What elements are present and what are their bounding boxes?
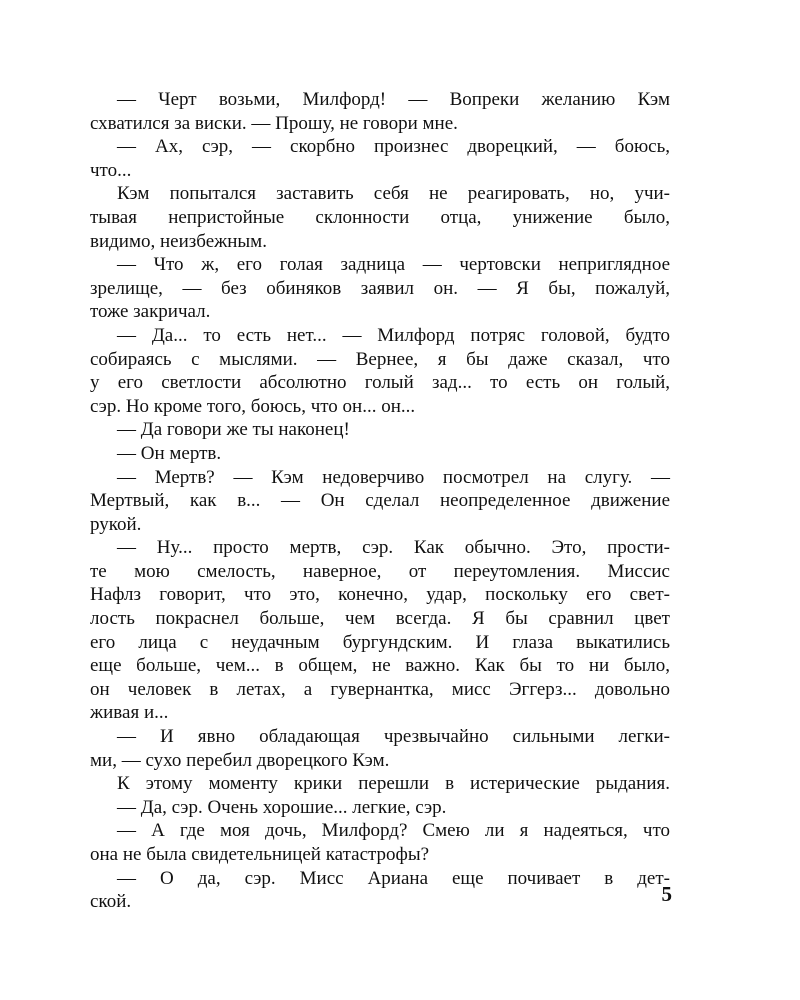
text-line: Нафлз говорит, что это, конечно, удар, поскольку его свет- [90,584,670,606]
text-line: что... [90,159,132,181]
text-line: у его светлости абсолютно голый зад... то есть он голый, [90,372,670,394]
text-line: еще больше, чем... в общем, не важно. Как бы то ни было, [90,655,670,677]
text-line: — Мертв? — Кэм недоверчиво посмотрел на слугу. — [117,466,670,488]
text-line: — Ну... просто мертв, сэр. Как обычно. Это, прости- [117,537,670,559]
text-line: ской. [90,891,132,913]
text-line: — А где моя дочь, Милфорд? Смею ли я надеяться, что [117,820,670,842]
text-line: — И явно обладающая чрезвычайно сильными легки- [117,726,670,748]
text-line: — О да, сэр. Мисс Ариана еще почивает в дет- [117,867,670,889]
text-line: — Да говори же ты наконец! [117,419,350,441]
text-line: — Да... то есть нет... — Милфорд потряс головой, будто [117,324,670,346]
text-line: те мою смелость, наверное, от переутомления. Миссис [90,560,670,582]
text-line: ми, — сухо перебил дворецкого Кэм. [90,749,390,771]
text-line: его лица с неудачным бургундским. И глаза выкатились [90,631,670,653]
text-line: тывая непристойные склонности отца, унижение было, [90,206,670,228]
text-line: лость покраснел больше, чем всегда. Я бы сравнил цвет [90,608,670,630]
text-line: — Да, сэр. Очень хорошие... легкие, сэр. [117,796,447,818]
text-line: сэр. Но кроме того, боюсь, что он... он... [90,395,416,417]
text-line: видимо, неизбежным. [90,230,267,252]
text-line: Мертвый, как в... — Он сделал неопределенное движение [90,490,670,512]
text-line: Кэм попытался заставить себя не реагировать, но, учи- [117,183,670,205]
text-line: рукой. [90,513,142,535]
text-line: тоже закричал. [90,301,211,323]
page-number: 5 [661,882,672,906]
text-line: — Он мертв. [117,442,222,464]
text-line: собираясь с мыслями. — Вернее, я бы даже сказал, что [90,348,670,370]
text-line: — Черт возьми, Милфорд! — Вопреки желанию Кэм [117,89,670,110]
text-line: живая и... [90,702,169,724]
text-line: она не была свидетельницей катастрофы? [90,844,430,865]
text-line: зрелище, — без обиняков заявил он. — Я бы, пожалуй, [90,277,670,299]
text-line: он человек в летах, а гувернантка, мисс Эггерз... довольно [90,678,670,700]
text-line: схватился за виски. — Прошу, не говори мне. [90,112,458,134]
body-text [90,88,670,914]
text-line: — Ах, сэр, — скорбно произнес дворецкий, — боюсь, [117,136,670,158]
text-line: — Что ж, его голая задница — чертовски неприглядное [117,254,670,276]
text-line: К этому моменту крики перешли в истерические рыдания. [117,773,670,795]
